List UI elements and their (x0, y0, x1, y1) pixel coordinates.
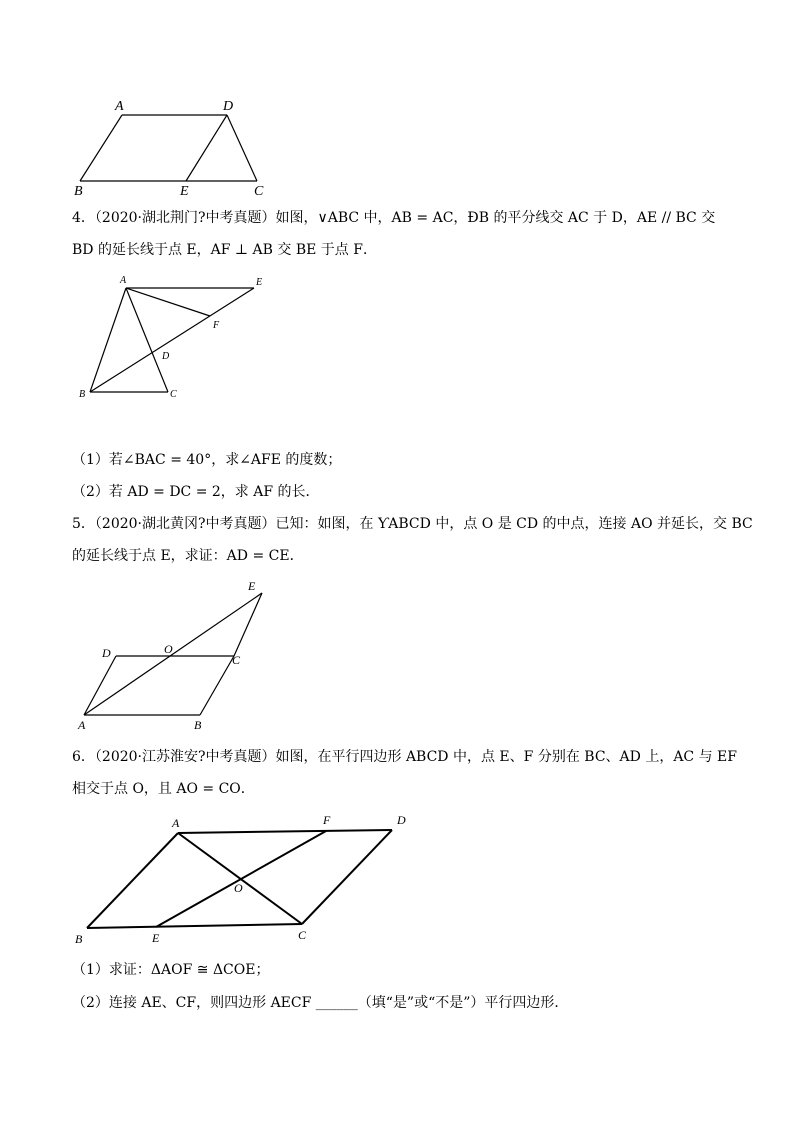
label-A: A (120, 275, 127, 286)
label-D: D (162, 351, 170, 362)
label-E: E (152, 931, 160, 945)
label-F: F (323, 813, 331, 827)
label-C: C (298, 928, 307, 942)
label-D: D (397, 813, 406, 827)
figure-parallelogram-abcd-ae (72, 578, 282, 733)
q6-sub1: （1）求证：ΔAOF ≅ ΔCOE； (72, 962, 270, 978)
figure-parallelogram-abcd-de (70, 95, 280, 200)
label-O: O (164, 642, 173, 656)
figure-triangle-abc-bisector (72, 272, 282, 407)
label-C: C (254, 184, 264, 199)
label-E: E (248, 579, 256, 593)
label-A: A (78, 718, 86, 732)
label-E: E (180, 184, 189, 199)
figure-parallelogram-aecf (72, 810, 422, 950)
label-D: D (102, 646, 111, 660)
label-B: B (79, 389, 86, 400)
q6-sub2: （2）连接 AE、CF，则四边形 AECF ______（填“是”或“不是”）平行四边形． (72, 995, 569, 1011)
label-O: O (234, 881, 243, 895)
q4-stem-line2: BD 的延长线于点 E，AF ⊥ AB 交 BE 于点 F． (72, 242, 377, 258)
q5-stem-line1: 5．（2020·湖北黄冈?中考真题）已知：如图，在 ƳABCD 中，点 O 是 CD 的中点，连接 AO 并延长，交 BC (72, 516, 753, 532)
q6-stem-line1: 6．（2020·江苏淮安?中考真题）如图，在平行四边形 ABCD 中，点 E、F 分别在 BC、AD 上，AC 与 EF (72, 749, 737, 765)
label-A: A (172, 816, 180, 830)
label-B: B (194, 718, 202, 732)
q6-stem-line2: 相交于点 O，且 AO = CO． (72, 781, 255, 797)
label-B: B (75, 932, 83, 946)
label-B: B (74, 184, 83, 199)
label-C: C (232, 653, 241, 667)
q4-sub1: （1）若∠BAC = 40°，求∠AFE 的度数； (72, 452, 342, 468)
label-D: D (223, 99, 234, 114)
q4-sub2: （2）若 AD = DC = 2，求 AF 的长． (72, 484, 320, 500)
q4-stem-line1: 4．（2020·湖北荆门?中考真题）如图，∨ABC 中，AB = AC，ÐB 的平分线交 AC 于 D，AE // BC 交 (72, 210, 716, 226)
label-A: A (115, 99, 124, 114)
q5-stem-line2: 的延长线于点 E，求证：AD = CE． (72, 548, 304, 564)
label-F: F (213, 320, 220, 331)
label-E: E (256, 277, 263, 288)
label-C: C (170, 389, 177, 400)
